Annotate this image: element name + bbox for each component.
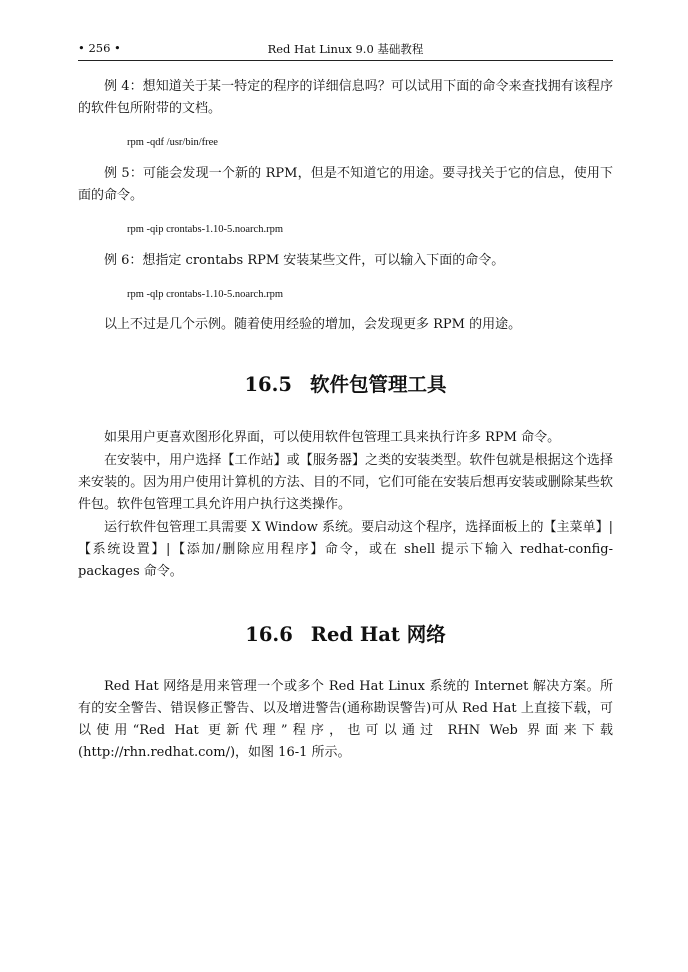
example-6-text: 例 6：想指定 crontabs RPM 安装某些文件，可以输入下面的命令。 bbox=[104, 253, 505, 268]
example-4-command: rpm -qdf /usr/bin/free bbox=[127, 137, 218, 148]
page-number: • 256 • bbox=[78, 41, 121, 55]
example-5-text: 例 5：可能会发现一个新的 RPM，但是不知道它的用途。要寻找关于它的信息，使用下面的命令。 bbox=[78, 166, 613, 203]
section-title: 软件包管理工具 bbox=[309, 373, 447, 396]
section-16-5-paragraph: 在安装中，用户选择【工作站】或【服务器】之类的安装类型。软件包就是根据这个选择来安装的。因为用户使用计算机的方法、目的不同，它们可能在安装后想再安装或删除某些软件包。软件包管理工具允许用户执行这类操作。 bbox=[78, 453, 613, 512]
section-title: Red Hat 网络 bbox=[310, 623, 446, 646]
example-6-command: rpm -qlp crontabs-1.10-5.noarch.rpm bbox=[127, 289, 283, 300]
section-16-5-paragraph: 运行软件包管理工具需要 X Window 系统。要启动这个程序，选择面板上的【主菜单】|【系统设置】|【添加/删除应用程序】命令，或在 shell 提示下输入 redhat-config-packages 命令。 bbox=[78, 520, 613, 579]
section-number: 16.5 bbox=[244, 373, 292, 396]
example-5-command: rpm -qip crontabs-1.10-5.noarch.rpm bbox=[127, 224, 283, 235]
section-16-6-paragraph: Red Hat 网络是用来管理一个或多个 Red Hat Linux 系统的 Internet 解决方案。所有的安全警告、错误修正警告、以及增进警告(通称勘误警告)可从 Red Hat 上直接下载，可以使用“Red Hat 更新代理”程序，也可以通过 RHN Web 界面来下载(http://rhn.redhat.com/)，如图 16-1 所示。 bbox=[78, 679, 613, 760]
closing-paragraph: 以上不过是几个示例。随着使用经验的增加，会发现更多 RPM 的用途。 bbox=[104, 317, 522, 332]
section-heading-16-5 bbox=[78, 369, 613, 397]
section-16-5-paragraph: 如果用户更喜欢图形化界面，可以使用软件包管理工具来执行许多 RPM 命令。 bbox=[104, 430, 561, 445]
example-4-text: 例 4：想知道关于某一特定的程序的详细信息吗？可以试用下面的命令来查找拥有该程序的软件包所附带的文档。 bbox=[78, 79, 613, 116]
running-header bbox=[78, 38, 613, 61]
section-number: 16.6 bbox=[245, 623, 293, 646]
book-title: Red Hat Linux 9.0 基础教程 bbox=[267, 42, 424, 56]
section-heading-16-6 bbox=[78, 619, 613, 647]
